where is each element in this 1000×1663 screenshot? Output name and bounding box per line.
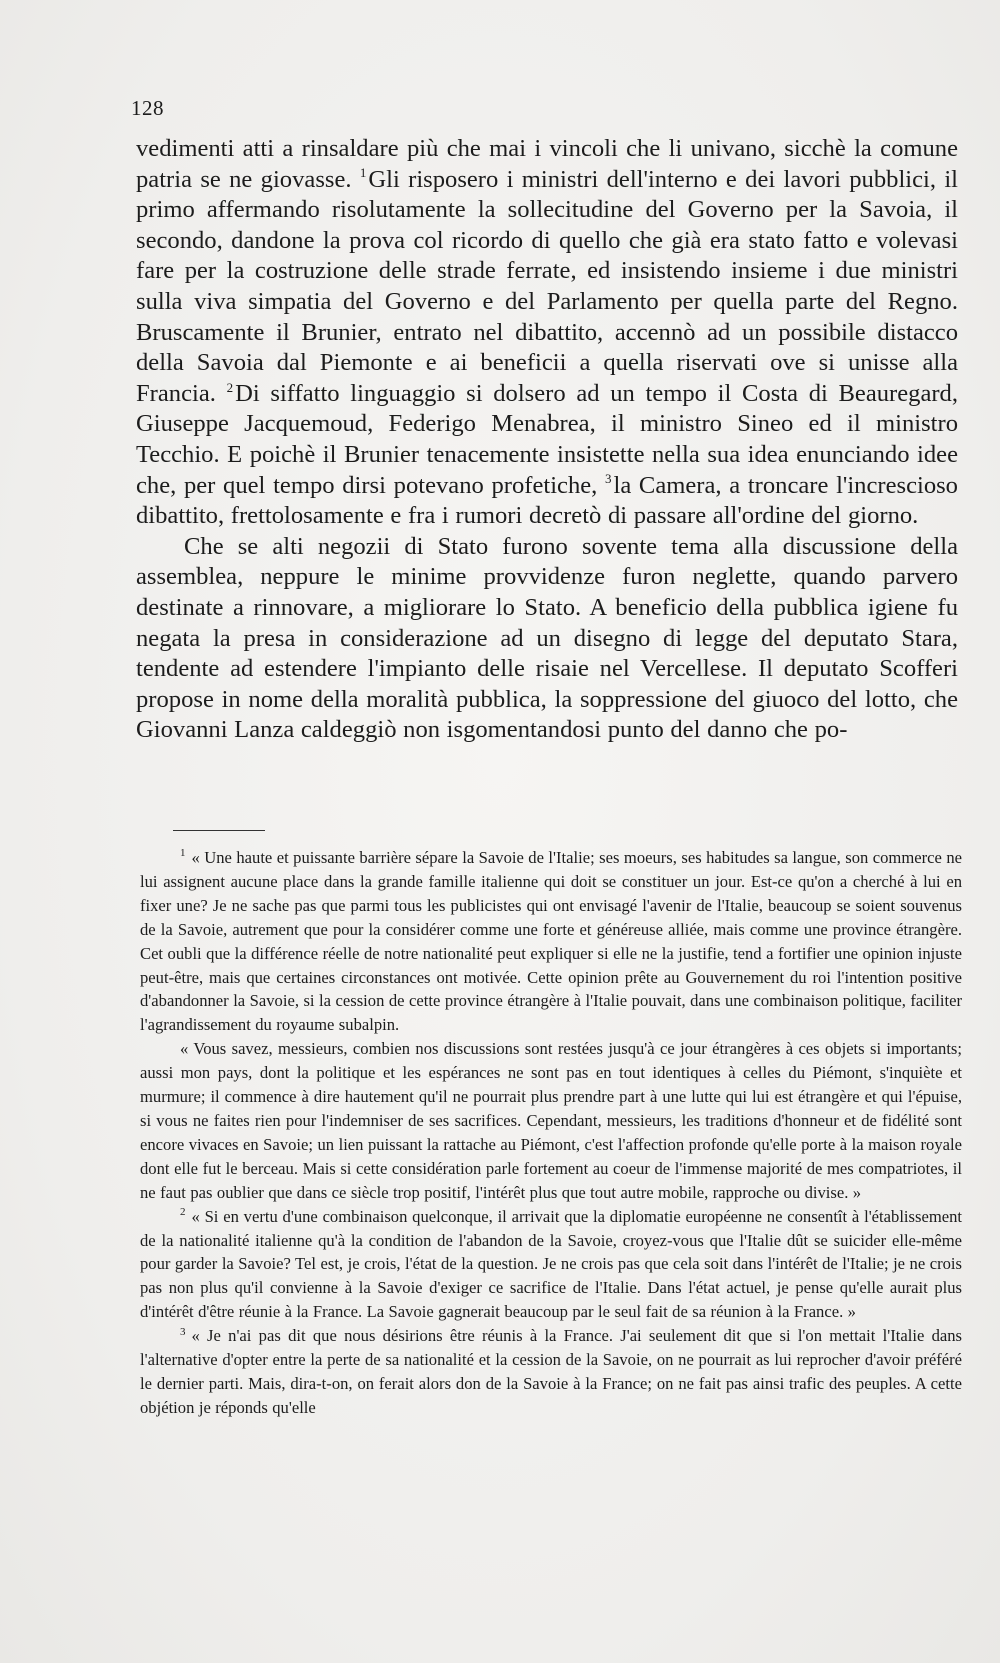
paragraph-1-part-4: la Camera, a troncare l'increscioso dibattito, frettolosamente e fra i rumori decretò di passare all'ordine del giorno.	[136, 471, 958, 530]
footnote-3	[140, 1324, 962, 1420]
footnote-ref-3[interactable]: 3	[605, 471, 612, 487]
footnote-1-text: « Une haute et puissante barrière sépare la Savoie de l'Italie; ses moeurs, ses habitudes sa langue, son commerce ne lui assignent aucune place dans la grande famille italienne qui doit se constituer un jour. Est-ce qu'on a cherché à lui en fixer une? Je ne sache pas que parmi tous les publicistes qui ont envisagé l'avenir de l'Italie, beaucoup se soient souvenus de la Savoie, autrement que pour la considérer comme une forte et généreuse alliée, mais comme une province étrangère. Cet oubli que la différence réelle de notre nationalité peut expliquer si elle ne la justifie, tend a fortifier une opinion injuste peut-être, mais que certaines circonstances ont motivée. Cette opinion prête au Gouvernement du roi l'intention positive d'abandonner la Savoie, si la cession de cette province étrangère à l'Italie pouvait, dans une combinaison politique, faciliter l'agrandissement du royaume subalpin.	[140, 848, 962, 1035]
paragraph-1	[136, 134, 958, 532]
footnote-2-text: « Si en vertu d'une combinaison quelconque, il arrivait que la diplomatie européenne ne consentît à l'établissement de la nationalité italienne qu'à la condition de l'abandon de la Savoie, croyez-vous que l'Italie dût se suicider elle-même pour garder la Savoie? Tel est, je crois, l'état de la question. Je ne crois pas que cela soit dans l'intérêt de l'Italie; je ne crois pas non plus qu'il convienne à la Savoie d'exiger ce sacrifice de l'Italie. Dans l'état actuel, je pense qu'elle aurait plus d'intérêt d'être réunie à la France. La Savoie gagnerait beaucoup par le seul fait de sa réunion à la France. »	[140, 1206, 962, 1322]
footnote-ref-2[interactable]: 2	[226, 379, 234, 395]
paragraph-1-part-1: vedimenti atti a rinsaldare più che mai i vincoli che li univano, sicchè la comune patria se ne giovasse.	[136, 135, 958, 193]
paragraph-2: Che se alti negozii di Stato furono sovente tema alla discussione della assemblea, neppure le minime provvidenze furon neglette, quando parvero destinate a rinnovare, a migliorare lo Stato. A beneficio della pubblica igiene fu negata la presa in considerazione ad un disegno di legge del deputato Stara, tendente ad estendere l'impianto delle risaie nel Vercellese. Il deputato Scofferi propose in nome della moralità pubblica, la soppressione del giuoco del lotto, che Giovanni Lanza caldeggiò non isgomentandosi punto del danno che po-	[136, 532, 958, 744]
paragraph-1-part-3: Di siffatto linguaggio si dolsero ad un tempo il Costa di Beauregard, Giuseppe Jacquemoud, Federigo Menabrea, il ministro Sineo ed il ministro Tecchio. E poichè il Brunier tenacemente insistette nella sua idea enunciando idee che, per quel tempo dirsi potevano profetiche,	[136, 379, 958, 499]
footnote-2-mark: 2	[180, 1206, 186, 1219]
footnote-1-continuation: « Vous savez, messieurs, combien nos discussions sont restées jusqu'à ce jour étrangères à ces objets si importants; aussi mon pays, dont la politique et les espérances ne sont pas en tout identiques à celles du Piémont, s'inquiète et murmure; il commence à dire hautement qu'il ne pourrait plus prendre part à une lutte qui lui est étrangère et qui l'épuise, si vous ne faites rien pour l'indemniser de ses sacrifices. Cependant, messieurs, les traditions d'honneur et de fidélité sont encore vivaces en Savoie; un lien puissant la rattache au Piémont, c'est l'affection profonde qu'elle porte à la maison royale dont elle fut le berceau. Mais si cette considération parle fortement au coeur de l'immense majorité de mes compatriotes, il ne faut pas oublier que dans ce siècle trop positif, l'intérêt plus que tout autre mobile, rapproche ou divise. »	[140, 1039, 962, 1202]
main-text	[136, 134, 958, 746]
footnote-1	[140, 846, 962, 1037]
page-number: 128	[131, 96, 164, 120]
footnote-divider	[173, 830, 265, 831]
footnote-ref-1[interactable]: 1	[359, 165, 367, 181]
footnote-3-text: « Je n'ai pas dit que nous désirions être réunis à la France. J'ai seulement dit que si l'on mettait l'Italie dans l'alternative d'opter entre la perte de sa nationalité et la cession de la Savoie, on ne pourrait as lui reprocher d'avoir préféré le dernier parti. Mais, dira-t-on, on ferait alors don de la Savoie à la France; on ne fait pas ainsi trafic des peuples. A cette objétion je réponds qu'elle	[140, 1326, 962, 1417]
footnotes	[140, 846, 962, 1420]
paragraph-1-part-2: Gli risposero i ministri dell'interno e dei lavori pubblici, il primo affermando risolutamente la sollecitudine del Governo per la Savoia, il secondo, dandone la prova col ricordo di quello che già era stato fatto e volevasi fare per la costruzione delle strade ferrate, ed insistendo insieme i due ministri sulla viva simpatia del Governo e del Parlamento per quella parte del Regno. Bruscamente il Brunier, entrato nel dibattito, accennò ad un possibile distacco della Savoia dal Piemonte e ai beneficii a quella riservati ove si unisse alla Francia.	[136, 165, 958, 407]
footnote-2	[140, 1205, 962, 1325]
footnote-3-mark: 3	[180, 1325, 186, 1338]
footnote-1-mark: 1	[180, 847, 186, 860]
